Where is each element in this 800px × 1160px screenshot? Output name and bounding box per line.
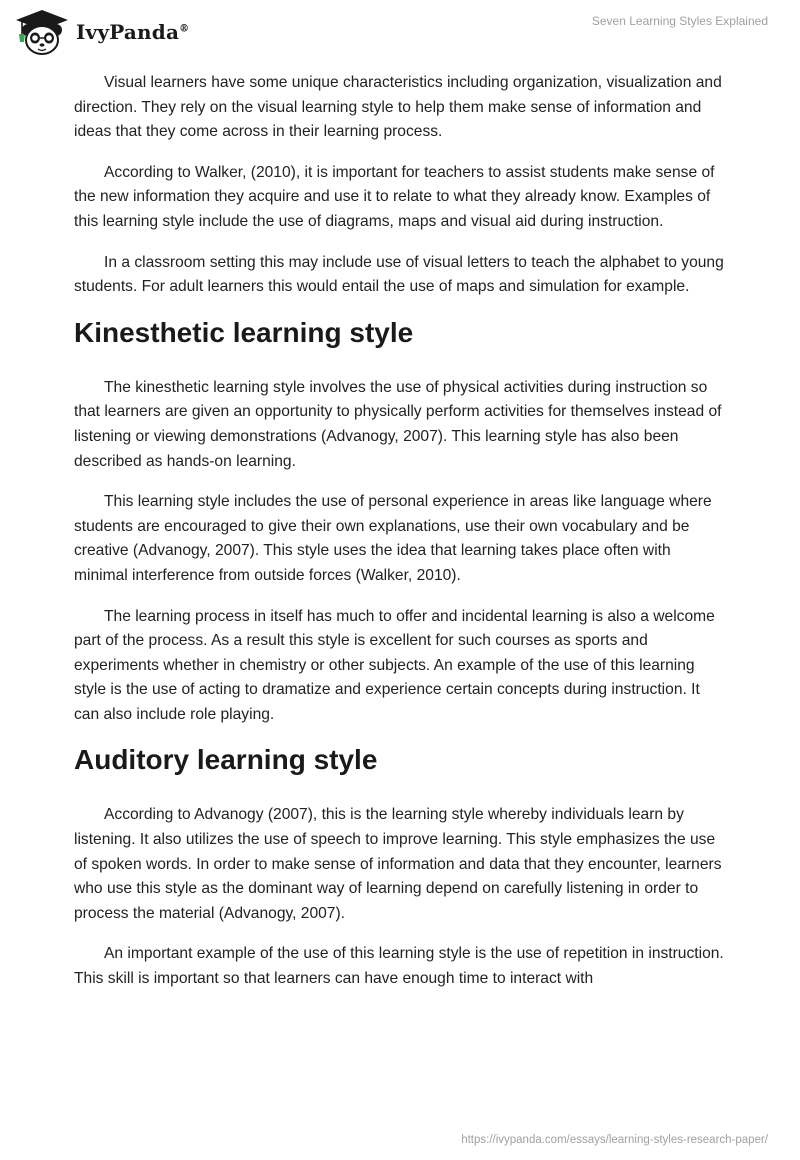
document-title: Seven Learning Styles Explained (591, 14, 768, 28)
panda-graduate-icon (14, 8, 70, 56)
essay-body (74, 71, 726, 1008)
brand-name: IvyPanda® (76, 20, 190, 44)
paragraph: The kinesthetic learning style involves the use of physical activities during instruction so that learners are given an opportunity to physically perform activities for themselves instead of listening or viewing demonstrations (Advanogy, 2007). This learning style has also been described as hands-on learning. (74, 378, 722, 470)
brand-logo[interactable] (14, 8, 189, 56)
paragraph: Visual learners have some unique characteristics including organization, visualization and direction. They rely on the visual learning style to help them make sense of information and ideas that they come across in their learning process. (74, 74, 722, 141)
paragraph: An important example of the use of this learning style is the use of repetition in instruction. This skill is important so that learners can have enough time to interact with (74, 945, 724, 988)
source-url-link[interactable]: https://ivypanda.com/essays/learning-styles-research-paper/ (461, 1134, 768, 1146)
paragraph: According to Advanogy (2007), this is the learning style whereby individuals learn by listening. It also utilizes the use of speech to improve learning. This style emphasizes the use of spoken words. In order to make sense of information and data that they encounter, learners who use this style as the dominant way of learning depend on carefully listening in order to process the material (Advanogy, 2007). (74, 806, 722, 922)
page-header (0, 0, 800, 60)
paragraph: In a classroom setting this may include use of visual letters to teach the alphabet to young students. For adult learners this would entail the use of maps and simulation for example. (74, 253, 724, 296)
paragraph: This learning style includes the use of personal experience in areas like language where students are encouraged to give their own explanations, use their own vocabulary and be creative (Advanogy, 2007). This style uses the idea that learning takes place often with minimal interference from outside forces (Walker, 2010). (74, 493, 712, 584)
paragraph: The learning process in itself has much to offer and incidental learning is also a welcome part of the process. As a result this style is excellent for such courses as sports and experiments whether in chemistry or other subjects. An example of the use of this learning style is the use of acting to dramatize and experience certain concepts during instruction. It can also include role playing. (74, 607, 715, 723)
section-heading-auditory: Auditory learning style (74, 744, 378, 776)
section-heading-kinesthetic: Kinesthetic learning style (74, 316, 414, 348)
paragraph: According to Walker, (2010), it is important for teachers to assist students make sense of the new information they acquire and use it to relate to what they already know. Examples of this learning style include the use of diagrams, maps and visual aid during instruction. (74, 163, 715, 230)
